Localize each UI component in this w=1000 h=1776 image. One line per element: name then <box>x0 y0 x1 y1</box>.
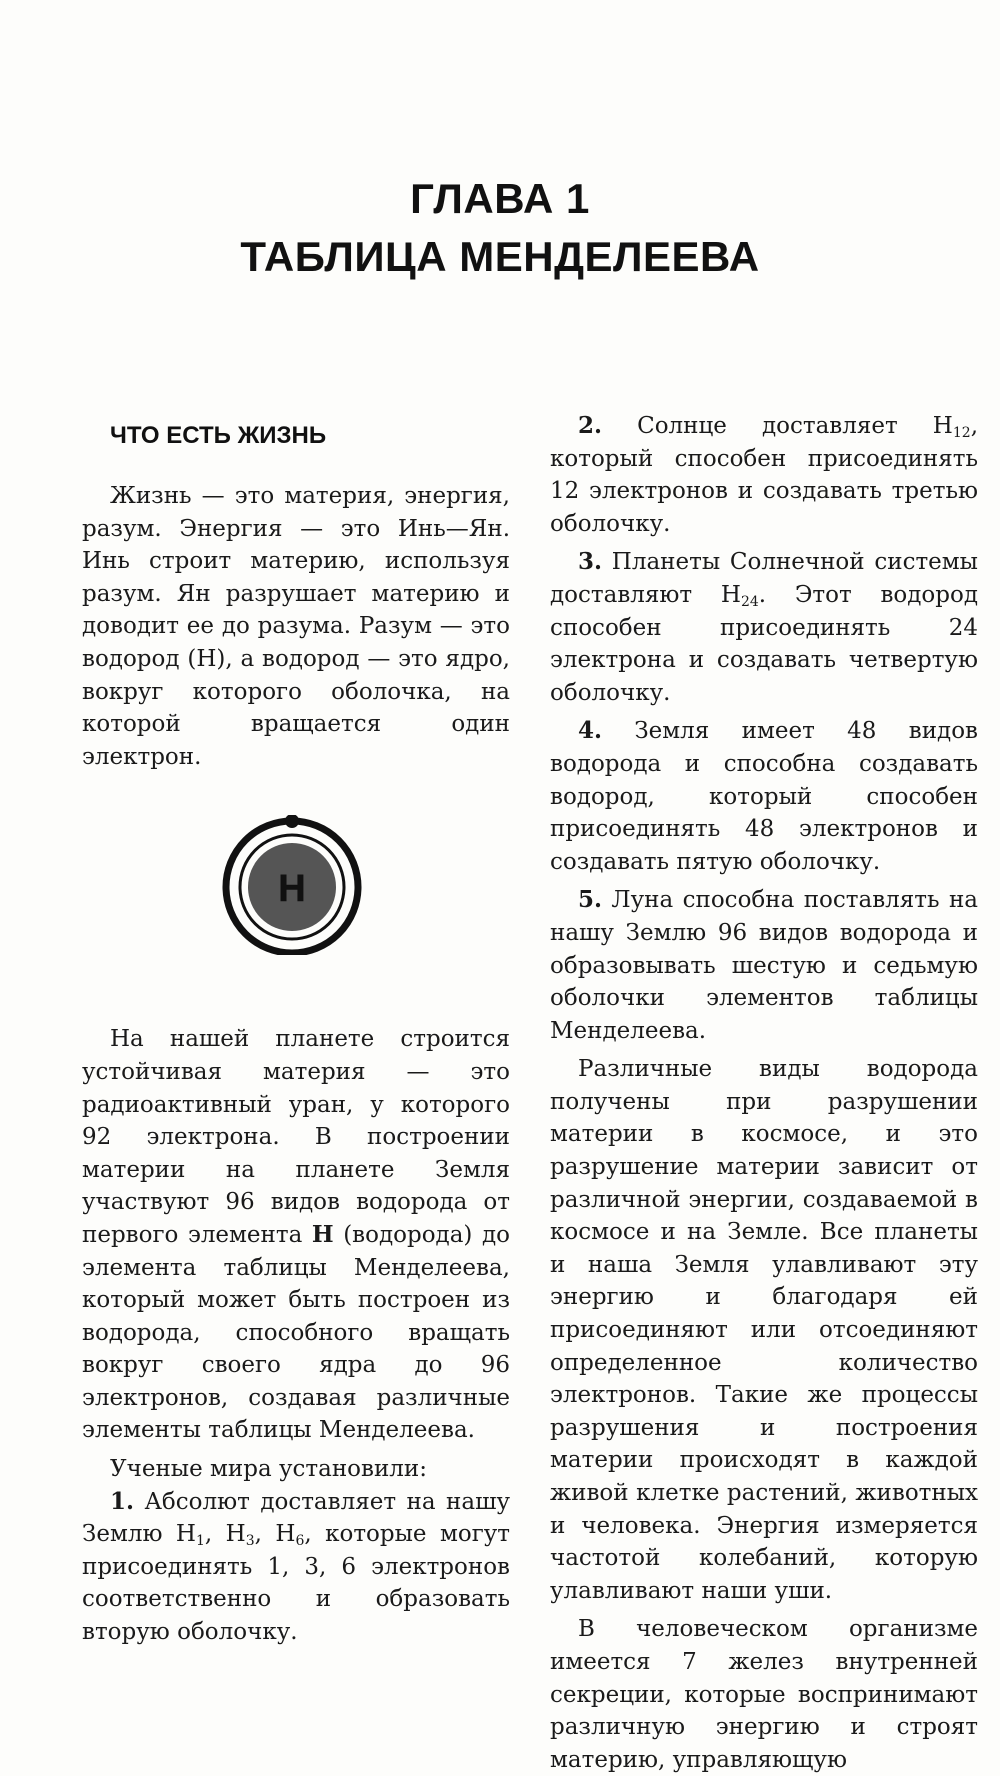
left-column <box>82 410 510 1649</box>
atom-label: H <box>278 868 306 911</box>
list-item-3: 3. Планеты Солнечной системы доставляют $Н_{24}$. Этот водород способен присоединять 24 электрона и создавать четвертую оболочку. <box>550 548 978 706</box>
paragraph-hydrogen-types: Различные виды водорода получены при разрушении материи в космосе, и это разрушение материи зависит от различной энергии, создаваемой в космосе и на Земле. Все планеты и наша Земля улавливают эту энергию и благодаря ей присоединяют или отсоединяют определенное количество электронов. Такие же процессы разрушения и построения материи происходят в каждой живой клетке растений, животных и человека. Энергия измеряется частотой колебаний, которую улавливают наши уши. <box>550 1056 978 1604</box>
paragraph-scientists: Ученые мира установили: <box>110 1456 427 1483</box>
intro-paragraph: Жизнь — это материя, энергия, разум. Энергия — это Инь—Ян. Инь строит материю, используя разум. Ян разрушает материю и доводит ее до разума. Разум — это водород (Н), а водород — это ядро, вокруг которого оболочка, на которой вращается один электрон. <box>82 483 510 770</box>
paragraph-uranium: На нашей планете строится устойчивая материя — это радиоактивный уран, у которого 92 электрона. В построении материи на планете Земля участвуют 96 видов водорода от первого элемента Н (водорода) до элемента таблицы Менделеева, который может быть построен из водорода, способного вращать вокруг своего ядра до 96 электронов, создавая различные элементы таблицы Менделеева. <box>82 1026 510 1444</box>
list-item-5: 5. Луна способна поставлять на нашу Землю 96 видов водорода и образовывать шестую и седьмую оболочки элементов таблицы Менделеева. <box>550 886 978 1044</box>
section-heading: ЧТО ЕСТЬ ЖИЗНЬ <box>110 422 327 449</box>
chapter-title: ТАБЛИЦА МЕНДЕЛЕЕВА <box>240 233 760 280</box>
right-column <box>550 410 978 1776</box>
chapter-number: ГЛАВА 1 <box>410 175 590 222</box>
hydrogen-atom-figure <box>82 773 510 1023</box>
hydrogen-atom-icon <box>220 815 370 955</box>
list-item-2: 2. Солнце доставляет $Н_{12}$, который способен присоединять 12 электронов и создавать третью оболочку. <box>550 412 978 537</box>
list-item-4: 4. Земля имеет 48 видов водорода и способна создавать водород, который способен присоединять 48 электронов и создавать пятую оболочку. <box>550 717 978 875</box>
list-item-1: 1. Абсолют доставляет на нашу Землю $Н_1$, $Н_3$, $Н_6$, которые могут присоединять 1, 3, 6 электронов соответственно и образовать вторую оболочку. <box>82 1487 511 1646</box>
paragraph-glands: В человеческом организме имеется 7 желез внутренней секреции, которые воспринимают различную энергию и строят материю, управляющую <box>550 1616 978 1773</box>
